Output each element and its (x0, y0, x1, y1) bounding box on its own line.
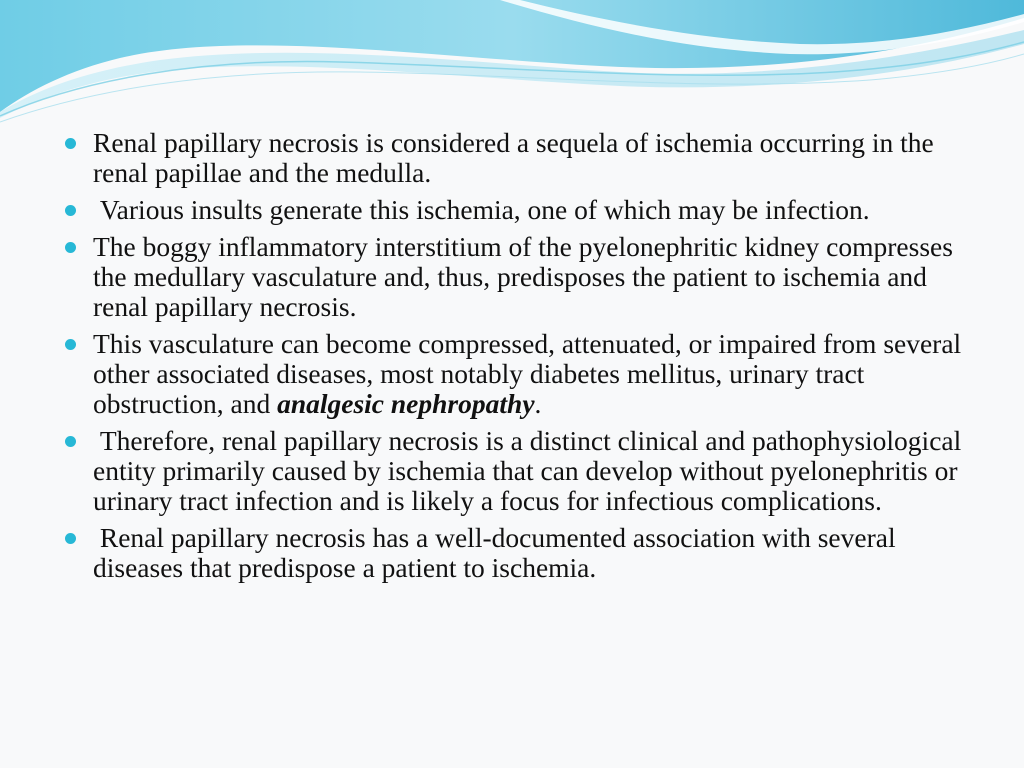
bullet-text: Therefore, renal papillary necrosis is a distinct clinical and pathophysiological entity primarily caused by ischemia that can develop without pyelonephritis or urinary tract infection and is likely a focus for infectious complications. (93, 425, 969, 516)
bullet-dot-icon (65, 533, 76, 544)
bullet-text: The boggy inflammatory interstitium of the pyelonephritic kidney compresses the medullary vasculature and, thus, predisposes the patient to ischemia and renal papillary necrosis. (93, 231, 953, 322)
bullet-dot-icon (65, 339, 76, 350)
bullet-item (62, 329, 982, 419)
bullet-list (62, 128, 982, 590)
bullet-dot-icon (65, 205, 76, 216)
bullet-text: This vasculature can become compressed, attenuated, or impaired from several other associated diseases, most notably diabetes mellitus, urinary tract obstruction, and (93, 328, 969, 419)
bullet-item (62, 195, 982, 225)
bullet-text: Renal papillary necrosis has a well-documented association with several diseases that predispose a patient to ischemia. (93, 522, 903, 583)
bullet-item (62, 128, 982, 188)
bullet-dot-icon (65, 436, 76, 447)
bullet-item (62, 523, 982, 583)
bullet-dot-icon (65, 242, 76, 253)
bullet-item (62, 232, 982, 322)
bullet-dot-icon (65, 138, 76, 149)
bullet-text-end: . (534, 388, 542, 419)
bullet-item (62, 426, 982, 516)
bullet-emphasis-text: analgesic nephropathy (277, 388, 535, 419)
header-wave-decoration (0, 0, 1024, 130)
bullet-text: Various insults generate this ischemia, one of which may be infection. (93, 194, 870, 225)
bullet-text: Renal papillary necrosis is considered a sequela of ischemia occurring in the renal papillae and the medulla. (93, 127, 934, 188)
